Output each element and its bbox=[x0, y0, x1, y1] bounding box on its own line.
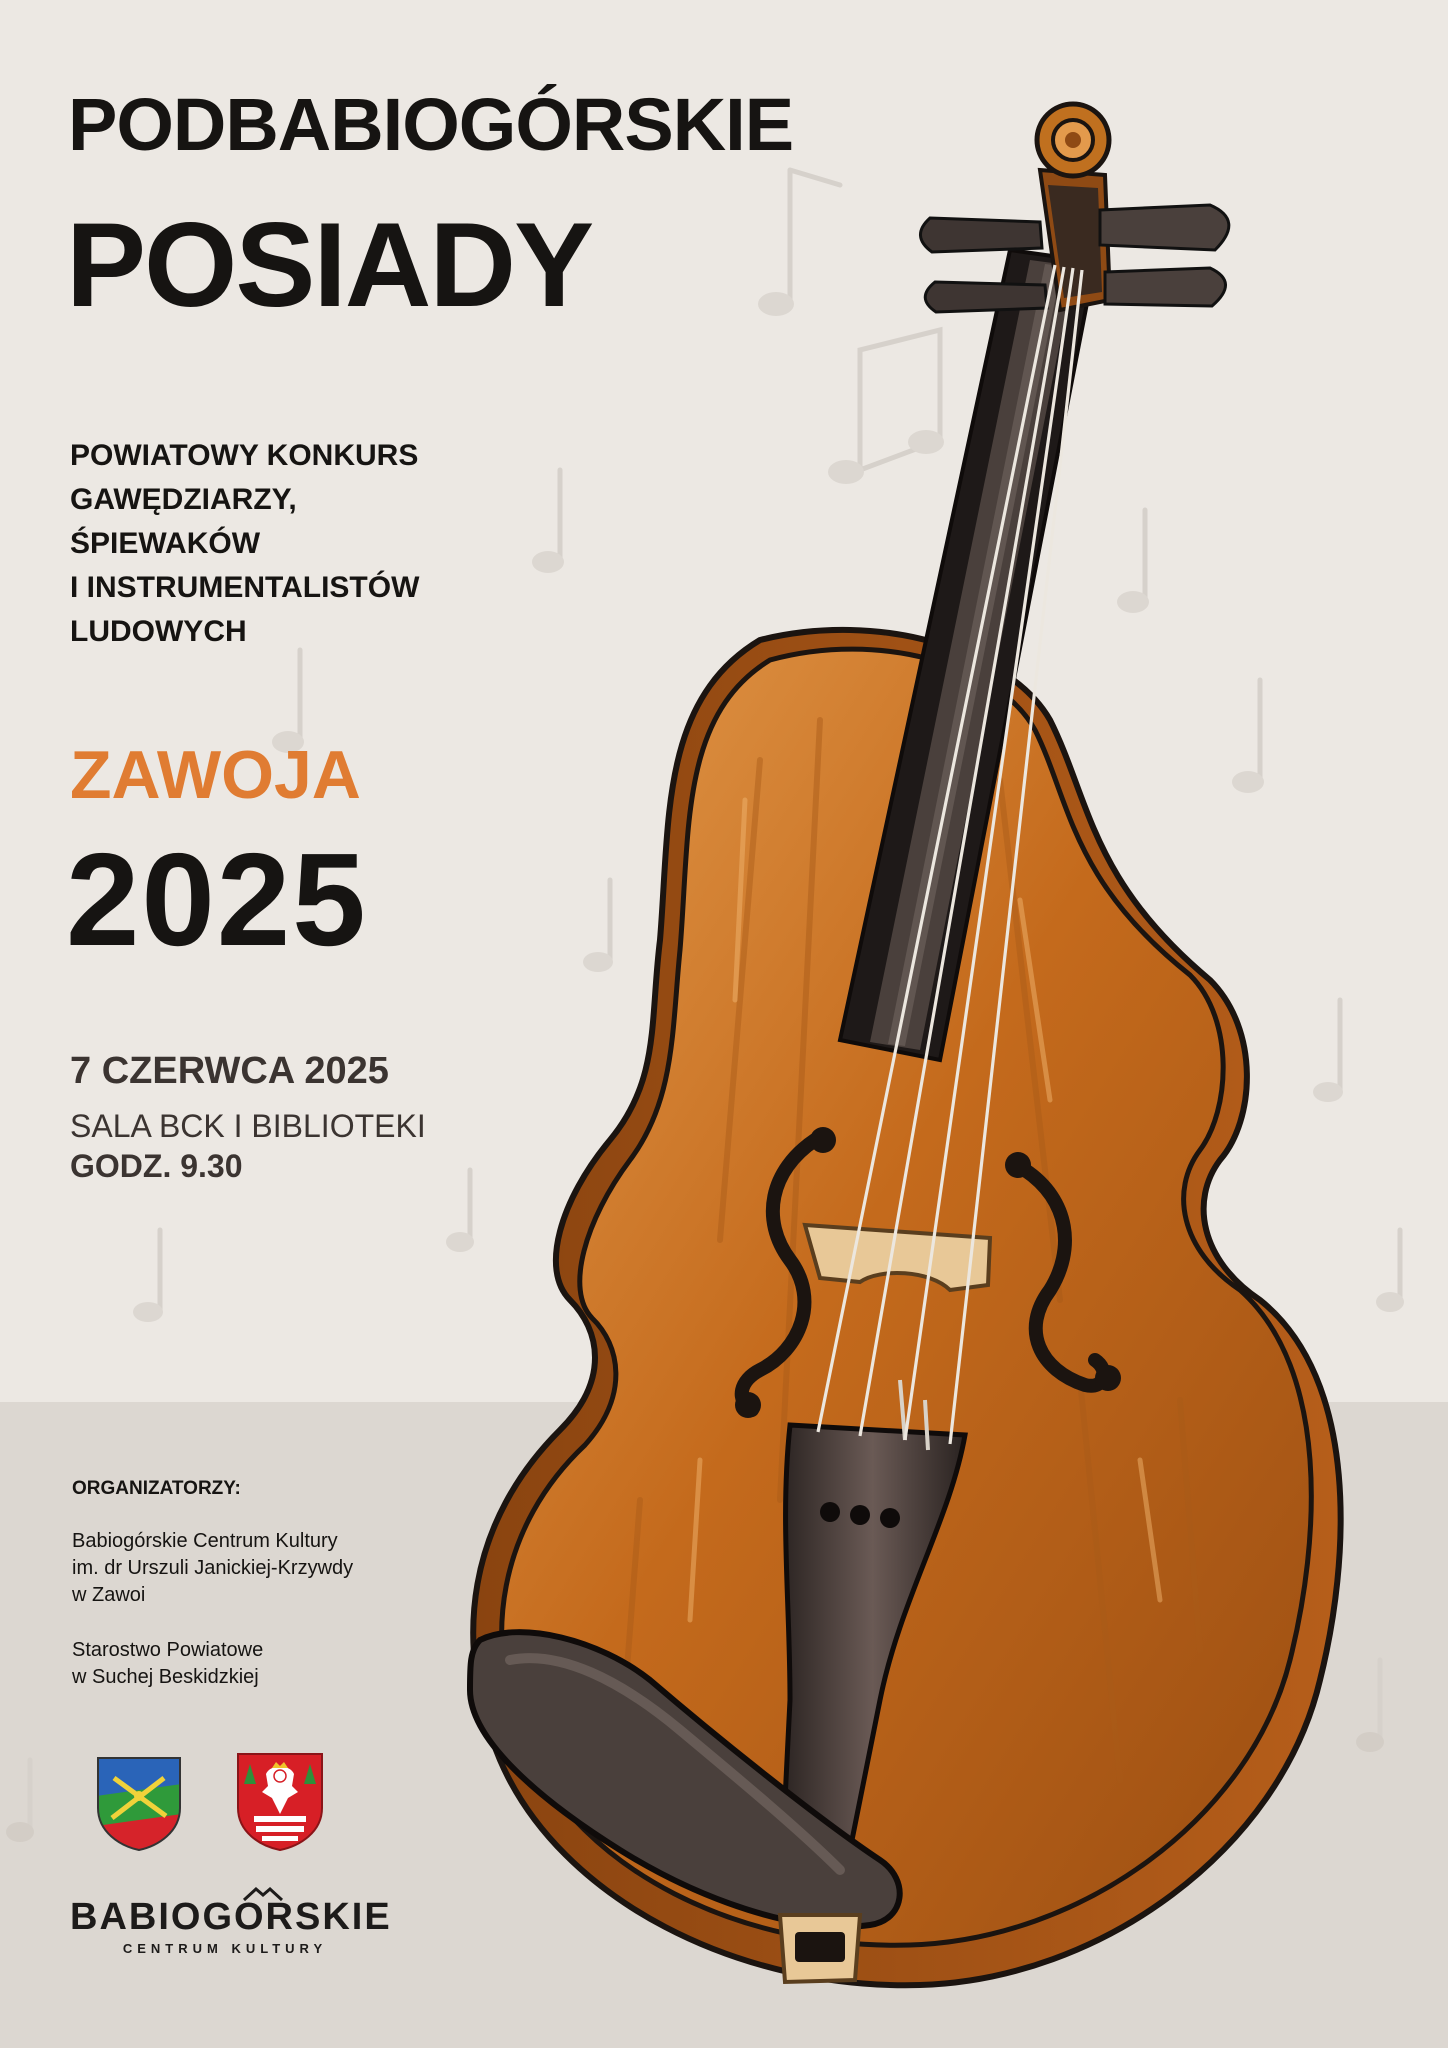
organizer-line: w Suchej Beskidzkiej bbox=[72, 1666, 259, 1688]
subtitle-line: POWIATOWY KONKURS bbox=[70, 439, 419, 472]
event-time: GODZ. 9.30 bbox=[70, 1148, 243, 1184]
subtitle-line: LUDOWYCH bbox=[70, 615, 247, 648]
organizer-line: im. dr Urszuli Janickiej-Krzywdy bbox=[72, 1557, 354, 1579]
organizer-line: w Zawoi bbox=[72, 1584, 146, 1606]
logo-main-text: BABIOGORSKIE bbox=[70, 1896, 392, 1938]
event-year: 2025 bbox=[66, 826, 368, 973]
title-line-2: POSIADY bbox=[66, 198, 593, 332]
event-venue: SALA BCK I BIBLIOTEKI bbox=[70, 1108, 426, 1144]
subtitle-line: ŚPIEWAKÓW bbox=[70, 527, 261, 560]
organizer-line: Starostwo Powiatowe bbox=[72, 1639, 264, 1661]
event-place: ZAWOJA bbox=[70, 737, 361, 813]
event-date: 7 CZERWCA 2025 bbox=[70, 1050, 389, 1092]
organizers-heading: ORGANIZATORZY: bbox=[72, 1478, 241, 1499]
logo-sub-text: CENTRUM KULTURY bbox=[122, 1941, 328, 1956]
subtitle-line: GAWĘDZIARZY, bbox=[70, 483, 297, 516]
organizer-line: Babiogórskie Centrum Kultury bbox=[72, 1530, 338, 1552]
subtitle-line: I INSTRUMENTALISTÓW bbox=[70, 571, 420, 604]
title-line-1: PODBABIOGÓRSKIE bbox=[68, 83, 794, 166]
